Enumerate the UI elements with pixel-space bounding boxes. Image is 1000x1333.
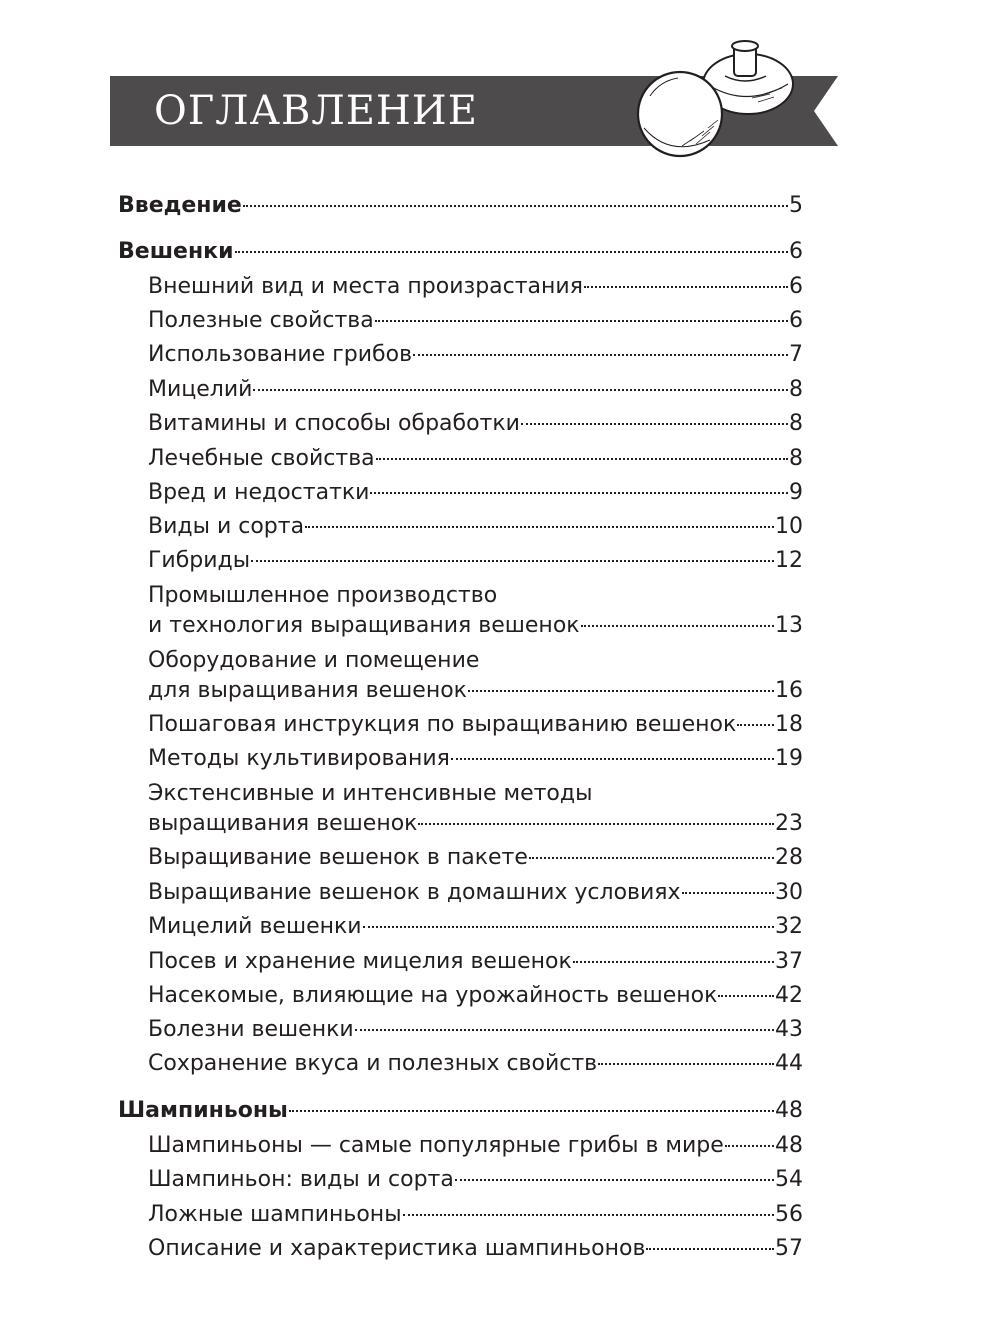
leader-dots xyxy=(376,458,788,460)
toc-entry[interactable] xyxy=(148,409,803,439)
leader-dots xyxy=(725,1145,774,1147)
toc-page-number: 6 xyxy=(789,274,803,299)
toc-entry[interactable] xyxy=(148,809,803,839)
leader-dots xyxy=(521,423,788,425)
mushroom-icon xyxy=(630,36,810,161)
toc-entry[interactable] xyxy=(148,478,803,508)
leader-dots xyxy=(305,526,774,528)
toc-entry-title: Болезни вешенки xyxy=(148,1017,354,1042)
leader-dots xyxy=(403,1214,774,1216)
leader-dots xyxy=(584,286,788,288)
toc-page-number: 19 xyxy=(775,746,803,771)
toc-page-number: 12 xyxy=(775,548,803,573)
toc-entry-title: Лечебные свойства xyxy=(148,446,375,471)
toc-page-number: 54 xyxy=(775,1167,803,1192)
toc-entry-title: Шампиньоны — самые популярные грибы в мире xyxy=(148,1133,724,1158)
toc-section-title: Вешенки xyxy=(118,239,234,264)
toc-page-number: 28 xyxy=(775,845,803,870)
toc-entry[interactable] xyxy=(148,1015,803,1045)
toc-entry-title: Ложные шампиньоны xyxy=(148,1202,402,1227)
toc-entry-title: Гибриды xyxy=(148,548,251,573)
toc-entry[interactable] xyxy=(148,1131,803,1161)
toc-section-entry[interactable] xyxy=(118,191,803,221)
toc-entry-title: Витамины и способы обработки xyxy=(148,411,520,436)
toc-page-number: 7 xyxy=(789,342,803,367)
leader-dots xyxy=(253,389,788,391)
toc-section-entry[interactable] xyxy=(118,1096,803,1126)
toc-page-number: 42 xyxy=(775,983,803,1008)
toc-entry[interactable] xyxy=(148,306,803,336)
toc-entry-title: и технология выращивания вешенок xyxy=(148,613,580,638)
toc-entry-title: Полезные свойства xyxy=(148,308,374,333)
leader-dots xyxy=(243,205,788,207)
toc-page-number: 44 xyxy=(775,1051,803,1076)
leader-dots xyxy=(289,1110,774,1112)
toc-entry[interactable] xyxy=(148,1234,803,1264)
toc-page-number: 8 xyxy=(789,411,803,436)
toc-page-number: 48 xyxy=(775,1098,803,1123)
toc-entry-title: Мицелий xyxy=(148,377,253,402)
toc-entry-title: Методы культивирования xyxy=(148,746,450,771)
toc-page-number: 16 xyxy=(775,678,803,703)
leader-dots xyxy=(355,1029,774,1031)
toc-entry[interactable] xyxy=(148,710,803,740)
toc-entry-title: Вред и недостатки xyxy=(148,480,370,505)
leader-dots xyxy=(718,995,774,997)
toc-page-number: 37 xyxy=(775,949,803,974)
toc-entry-title: Использование грибов xyxy=(148,342,413,367)
toc-entry[interactable] xyxy=(148,546,803,576)
toc-entry-title-line1[interactable]: Экстенсивные и интенсивные методы xyxy=(148,781,593,806)
leader-dots xyxy=(581,625,774,627)
toc-entry-title: Выращивание вешенок в домашних условиях xyxy=(148,880,681,905)
toc-page-number: 23 xyxy=(775,811,803,836)
leader-dots xyxy=(418,823,774,825)
toc-page-number: 43 xyxy=(775,1017,803,1042)
toc-entry[interactable] xyxy=(148,744,803,774)
leader-dots xyxy=(529,857,774,859)
leader-dots xyxy=(363,926,774,928)
leader-dots xyxy=(451,758,774,760)
toc-section-title: Введение xyxy=(118,193,242,218)
page-title: ОГЛАВЛЕНИЕ xyxy=(154,88,478,134)
toc-entry-title: Насекомые, влияющие на урожайность вешенок xyxy=(148,983,718,1008)
toc-entry-title: Виды и сорта xyxy=(148,514,305,539)
toc-entry-title: Сохранение вкуса и полезных свойств xyxy=(148,1051,598,1076)
toc-entry-title: Внешний вид и места произрастания xyxy=(148,274,583,299)
toc-entry[interactable] xyxy=(148,611,803,641)
leader-dots xyxy=(413,354,788,356)
toc-entry[interactable] xyxy=(148,912,803,942)
toc-entry[interactable] xyxy=(148,1049,803,1079)
toc-page-number: 48 xyxy=(775,1133,803,1158)
toc-entry-title: для выращивания вешенок xyxy=(148,678,467,703)
leader-dots xyxy=(682,892,774,894)
leader-dots xyxy=(251,560,774,562)
leader-dots xyxy=(235,251,788,253)
toc-entry-title: Шампиньон: виды и сорта xyxy=(148,1167,454,1192)
toc-entry-title: Пошаговая инструкция по выращиванию вешенок xyxy=(148,712,737,737)
toc-entry[interactable] xyxy=(148,340,803,370)
toc-page-number: 10 xyxy=(775,514,803,539)
toc-entry-title: выращивания вешенок xyxy=(148,811,418,836)
toc-entry[interactable] xyxy=(148,375,803,405)
toc-page-number: 56 xyxy=(775,1202,803,1227)
leader-dots xyxy=(737,724,774,726)
toc-page-number: 6 xyxy=(789,308,803,333)
toc-entry-title-line1[interactable]: Промышленное производство xyxy=(148,583,498,608)
toc-entry[interactable] xyxy=(148,981,803,1011)
toc-page-number: 30 xyxy=(775,880,803,905)
toc-page-number: 18 xyxy=(775,712,803,737)
toc-page-number: 8 xyxy=(789,377,803,402)
leader-dots xyxy=(598,1063,774,1065)
toc-entry-title: Мицелий вешенки xyxy=(148,914,362,939)
toc-section-title: Шампиньоны xyxy=(118,1098,288,1123)
leader-dots xyxy=(455,1179,774,1181)
toc-entry[interactable] xyxy=(148,512,803,542)
toc-entry[interactable] xyxy=(148,843,803,873)
toc-entry[interactable] xyxy=(148,878,803,908)
toc-page-number: 57 xyxy=(775,1236,803,1261)
leader-dots xyxy=(375,320,788,322)
toc-page-number: 6 xyxy=(789,239,803,264)
leader-dots xyxy=(370,492,788,494)
toc-entry-title: Посев и хранение мицелия вешенок xyxy=(148,949,572,974)
toc-entry-title-line1[interactable]: Оборудование и помещение xyxy=(148,648,480,673)
toc-page-number: 32 xyxy=(775,914,803,939)
toc-entry[interactable] xyxy=(148,272,803,302)
toc-entry[interactable] xyxy=(148,1200,803,1230)
toc-entry[interactable] xyxy=(148,1165,803,1195)
leader-dots xyxy=(468,690,774,692)
toc-entry[interactable] xyxy=(148,676,803,706)
toc-entry[interactable] xyxy=(148,947,803,977)
toc-entry-title: Описание и характеристика шампиньонов xyxy=(148,1236,646,1261)
toc-entry[interactable] xyxy=(148,444,803,474)
toc-page-number: 8 xyxy=(789,446,803,471)
toc-entry-title: Выращивание вешенок в пакете xyxy=(148,845,528,870)
toc-page-number: 9 xyxy=(789,480,803,505)
toc-section-entry[interactable] xyxy=(118,237,803,267)
toc-page-number: 13 xyxy=(775,613,803,638)
leader-dots xyxy=(646,1248,774,1250)
toc-page-number: 5 xyxy=(789,193,803,218)
leader-dots xyxy=(573,961,774,963)
